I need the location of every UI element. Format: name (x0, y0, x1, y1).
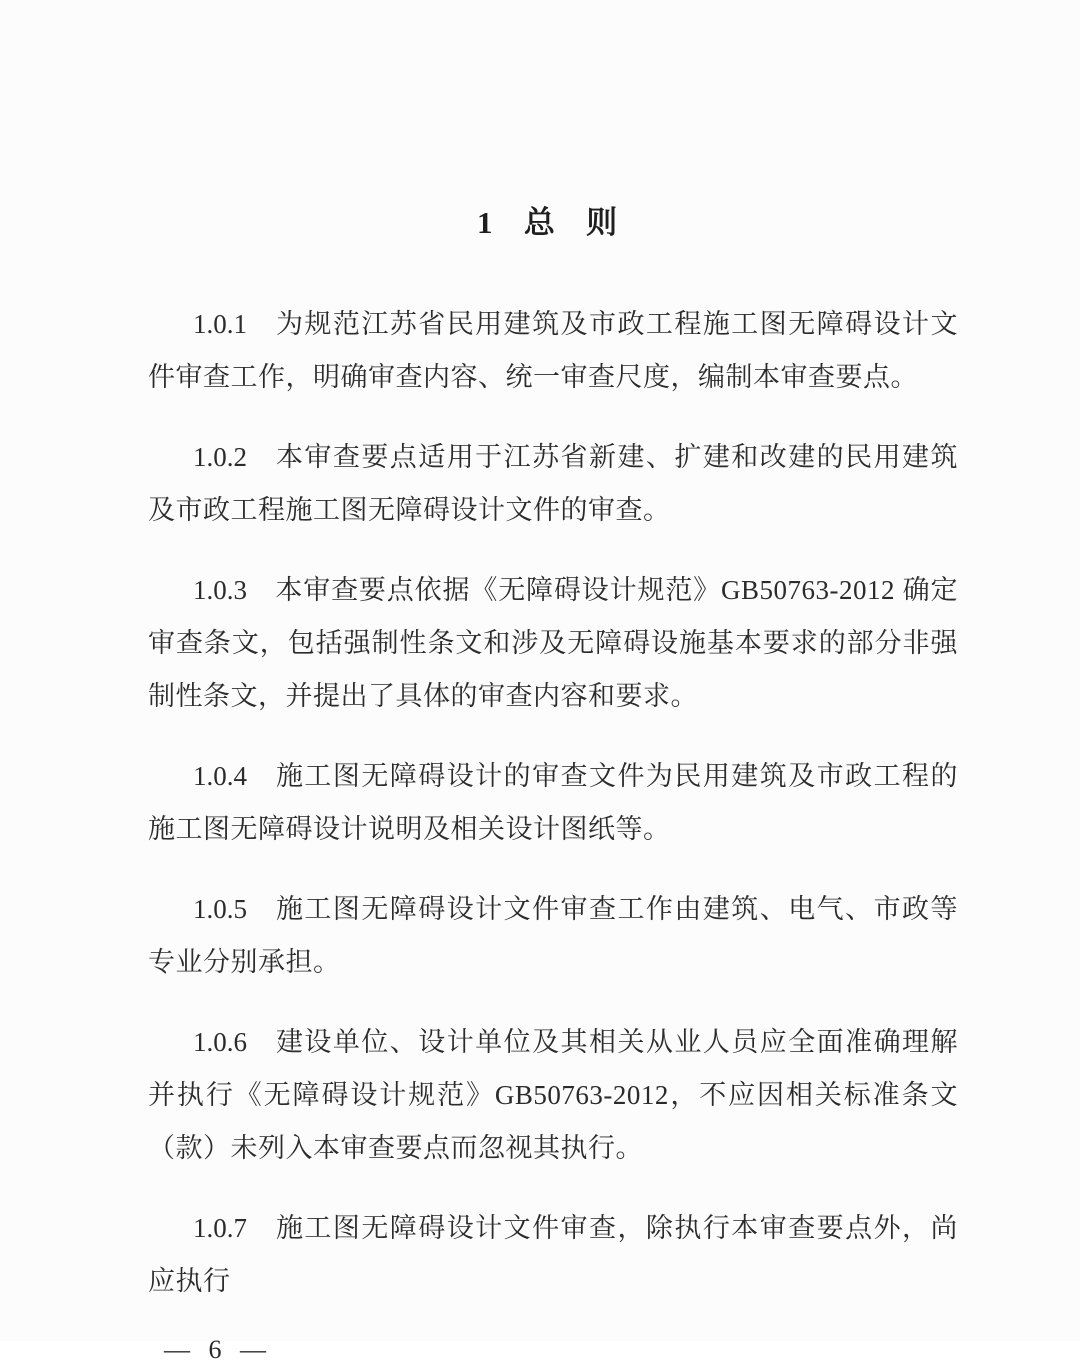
clause-text: 施工图无障碍设计文件审查，除执行本审查要点外，尚应执行 (148, 1213, 958, 1296)
clause-text: 本审查要点依据《无障碍设计规范》GB50763-2012 确定审查条文，包括强制性条文和涉及无障碍设施基本要求的部分非强制性条文，并提出了具体的审查内容和要求。 (148, 575, 958, 711)
clause-1-0-1 (148, 298, 958, 404)
clause-number: 1.0.3 (193, 575, 247, 605)
clause-1-0-4 (148, 750, 958, 856)
clause-text: 本审查要点适用于江苏省新建、扩建和改建的民用建筑及市政工程施工图无障碍设计文件的审查。 (148, 442, 958, 525)
clause-1-0-5 (148, 883, 958, 989)
page-number: — 6 — (164, 1335, 272, 1364)
clause-text: 施工图无障碍设计文件审查工作由建筑、电气、市政等专业分别承担。 (148, 894, 958, 977)
chapter-title: 1 总 则 (477, 205, 629, 240)
clause-number: 1.0.1 (193, 309, 247, 339)
clause-1-0-6 (148, 1016, 958, 1175)
clause-number: 1.0.5 (193, 894, 247, 924)
clause-1-0-7 (148, 1202, 958, 1308)
clause-number: 1.0.4 (193, 761, 247, 791)
clause-text: 施工图无障碍设计的审查文件为民用建筑及市政工程的施工图无障碍设计说明及相关设计图纸等。 (148, 761, 958, 844)
clause-number: 1.0.6 (193, 1027, 247, 1057)
clause-number: 1.0.7 (193, 1213, 247, 1243)
clause-text: 建设单位、设计单位及其相关从业人员应全面准确理解并执行《无障碍设计规范》GB50763-2012，不应因相关标准条文（款）未列入本审查要点而忽视其执行。 (148, 1027, 958, 1163)
clause-1-0-3 (148, 564, 958, 723)
clause-number: 1.0.2 (193, 442, 247, 472)
clause-text: 为规范江苏省民用建筑及市政工程施工图无障碍设计文件审查工作，明确审查内容、统一审查尺度，编制本审查要点。 (148, 309, 958, 392)
clause-1-0-2 (148, 431, 958, 537)
